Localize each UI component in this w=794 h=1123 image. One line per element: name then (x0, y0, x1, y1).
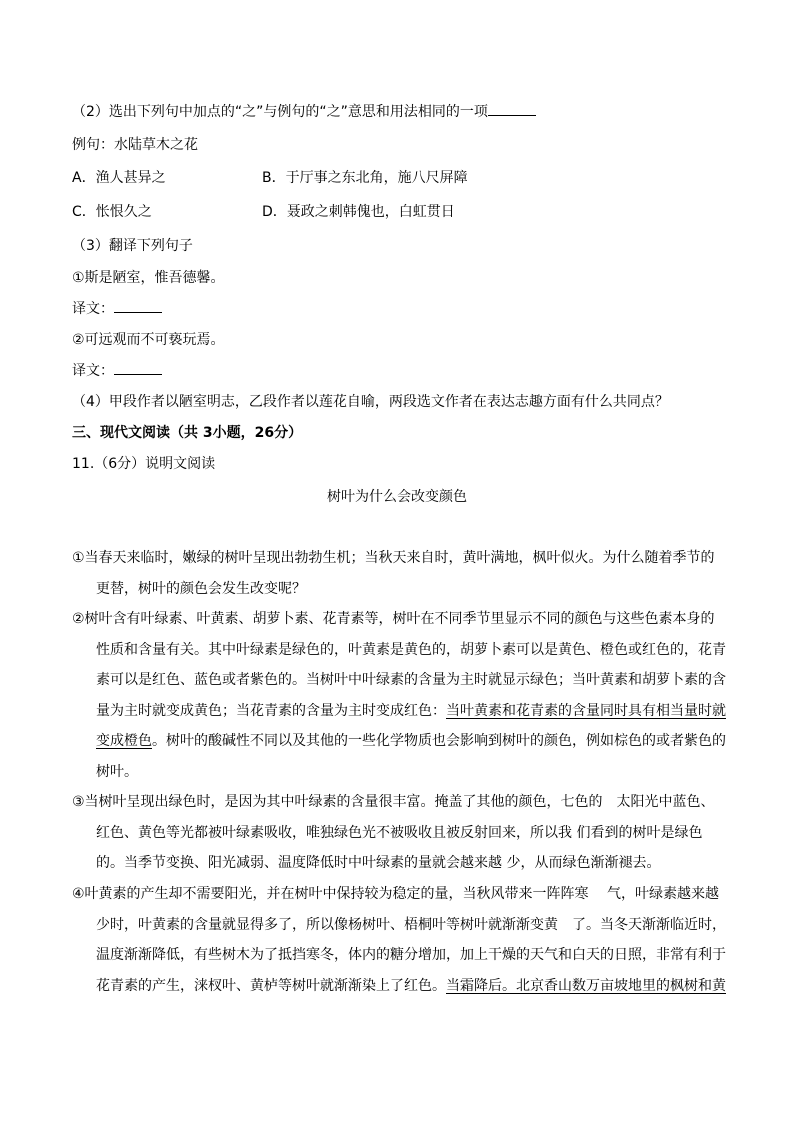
translation-line-2 (72, 362, 162, 380)
translation-label: 译文： (72, 363, 114, 379)
translation-line-1 (72, 300, 162, 318)
option-b: B．于厅事之东北角，施八尺屏障 (262, 170, 468, 186)
answer-blank (114, 362, 162, 375)
translation-label: 译文： (72, 301, 114, 317)
paragraph-2-text-a: ②树叶含有叶绿素、叶黄素、胡萝卜素、花青素等，树叶在不同季节里显示不同的颜色与这些色素本身的性质和含量有关。其中叶绿素是绿色的，叶黄素是黄色的，胡萝卜素可以是黄色、橙色或红色的，花青素可以是红色、蓝色或者紫色的。当树叶中叶绿素的含量为主时就显示绿色；当叶黄素和胡萝卜素的含量为主时就变成黄色；当花青素的含量为主时变成红色： (72, 611, 726, 719)
paragraph-1 (72, 543, 728, 604)
q3-sentence-1: ①斯是陋室，惟吾德馨。 (72, 270, 225, 286)
q4-prompt: （4）甲段作者以陋室明志，乙段作者以莲花自喻，两段选文作者在表达志趣方面有什么共同点？ (72, 394, 669, 410)
option-c: C．怅恨久之 (72, 204, 152, 220)
option-d: D．聂政之刺韩傀也，白虹贯日 (262, 204, 455, 220)
q3-prompt: （3）翻译下列句子 (72, 238, 193, 254)
paragraph-4 (72, 879, 728, 1001)
q2-prompt: （2）选出下列句中加点的“之”与例句的“之”意思和用法相同的一项 (72, 104, 488, 120)
paragraph-2-underlined: 当叶黄素和花青素的含量同时具有相当量时就变成橙色 (96, 702, 726, 749)
paragraph-2 (72, 604, 728, 787)
section-heading: 三、现代文阅读（共 3小题，26分） (72, 425, 303, 441)
q2-prompt-line (72, 103, 536, 121)
paragraph-4-underlined: 当霜降后。北京香山数万亩坡地里的枫树和黄 (446, 977, 726, 994)
option-a: A．渔人甚异之 (72, 170, 166, 186)
article-title: 树叶为什么会改变颜色 (327, 489, 467, 505)
question-11: 11.（6分）说明文阅读 (72, 456, 216, 472)
paragraph-4-text: ④叶黄素的产生却不需要阳光，并在树叶中保持较为稳定的量，当秋风带来一阵阵寒 气，叶绿素越来越少时，叶黄素的含量就显得多了，所以像杨树叶、梧桐叶等树叶就渐渐变黄 了。当冬天渐渐临近时，温度渐渐降低，有些树木为了抵挡寒冬，体内的糖分增加，加上干燥的天气和白天的日照，非常有利于花青素的产生，涞杈叶、黄栌等树叶就渐渐染上了红色。 (72, 886, 726, 994)
paragraph-3 (72, 787, 728, 879)
paragraph-3-text: ③当树叶呈现出绿色时，是因为其中叶绿素的含量很丰富。掩盖了其他的颜色，七色的 太阳光中蓝色、红色、黄色等光都被叶绿素吸收，唯独绿色光不被吸收且被反射回来，所以我 们看到的树叶是绿色的。当季节变换、阳光减弱、温度降低时中叶绿素的量就会越来越 少，从而绿色渐渐褪去。 (72, 794, 715, 871)
answer-blank (488, 103, 536, 116)
paragraph-1-text: ①当春天来临时，嫩绿的树叶呈现出勃勃生机；当秋天来自时，黄叶满地，枫叶似火。为什么随着季节的更替，树叶的颜色会发生改变呢？ (72, 550, 715, 597)
q3-sentence-2: ②可远观而不可亵玩焉。 (72, 332, 225, 348)
answer-blank (114, 300, 162, 313)
q2-example: 例句：水陆草木之花 (72, 137, 198, 153)
paragraph-2-text-b: 。树叶的酸碱性不同以及其他的一些化学物质也会影响到树叶的颜色，例如棕色的或者紫色的树叶。 (96, 733, 726, 780)
